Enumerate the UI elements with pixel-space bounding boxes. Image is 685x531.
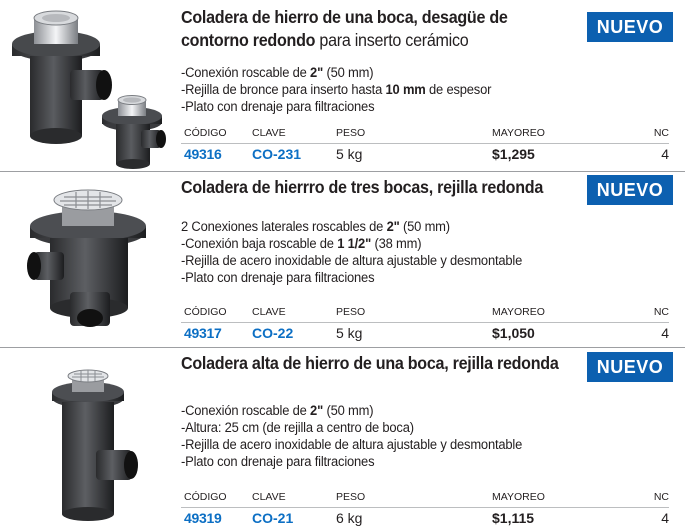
new-badge: NUEVO	[587, 175, 673, 205]
drain-single-outlet-image	[0, 4, 178, 170]
nc-value: 4	[661, 325, 669, 341]
feature-item: -Rejilla de acero inoxidable de altura ajustable y desmontable	[181, 253, 523, 268]
peso-value: 6 kg	[336, 510, 363, 526]
mayoreo-value: $1,295	[492, 146, 535, 162]
clave-value: CO-22	[252, 325, 294, 341]
spec-header	[181, 491, 669, 506]
title-line: contorno redondo para inserto cerámico	[181, 30, 469, 50]
clave-value: CO-231	[252, 146, 302, 162]
feature-item: 2 Conexiones laterales roscables de 2" (50 mm)	[181, 219, 450, 234]
new-badge: NUEVO	[587, 352, 673, 382]
spec-row	[181, 510, 669, 528]
product-49316	[0, 0, 685, 172]
drain-tall-single-outlet-image	[0, 364, 178, 524]
feature-list	[181, 402, 522, 470]
peso-value: 5 kg	[336, 325, 363, 341]
feature-item: -Conexión baja roscable de 1 1/2" (38 mm)	[181, 236, 422, 251]
spec-row	[181, 325, 669, 343]
product-title	[181, 352, 559, 375]
title-line: Coladera de hierro de una boca, desagüe de	[181, 7, 508, 27]
title-line: Coladera alta de hierro de una boca, rejilla redonda	[181, 353, 559, 373]
header-codigo: CÓDIGO	[184, 306, 227, 318]
feature-list	[181, 218, 522, 286]
header-clave: CLAVE	[252, 491, 286, 503]
mayoreo-value: $1,115	[492, 510, 535, 526]
feature-list	[181, 64, 491, 115]
header-mayoreo: MAYOREO	[492, 306, 545, 318]
nc-value: 4	[661, 146, 669, 162]
product-49317	[0, 172, 685, 348]
header-codigo: CÓDIGO	[184, 491, 227, 503]
spec-table	[181, 127, 669, 167]
spec-header	[181, 127, 669, 142]
header-nc: NC	[653, 306, 669, 318]
clave-value: CO-21	[252, 510, 294, 526]
feature-item: -Rejilla de acero inoxidable de altura ajustable y desmontable	[181, 437, 523, 452]
drain-three-outlet-image	[0, 182, 178, 342]
header-peso: PESO	[336, 491, 366, 503]
header-peso: PESO	[336, 127, 366, 139]
feature-item: -Plato con drenaje para filtraciones	[181, 454, 375, 469]
spec-table	[181, 306, 669, 346]
header-mayoreo: MAYOREO	[492, 491, 545, 503]
nc-value: 4	[661, 510, 669, 526]
product-title	[181, 176, 549, 199]
spec-table	[181, 491, 669, 531]
codigo-value: 49316	[184, 146, 222, 162]
feature-item: -Altura: 25 cm (de rejilla a centro de boca)	[181, 420, 414, 435]
feature-item: -Conexión roscable de 2" (50 mm)	[181, 65, 374, 80]
spec-rule	[181, 143, 669, 144]
header-mayoreo: MAYOREO	[492, 127, 545, 139]
mayoreo-value: $1,050	[492, 325, 535, 341]
product-title	[181, 6, 549, 52]
peso-value: 5 kg	[336, 146, 363, 162]
header-codigo: CÓDIGO	[184, 127, 227, 139]
spec-rule	[181, 322, 669, 323]
codigo-value: 49319	[184, 510, 222, 526]
header-clave: CLAVE	[252, 127, 286, 139]
spec-header	[181, 306, 669, 321]
codigo-value: 49317	[184, 325, 222, 341]
header-nc: NC	[653, 127, 669, 139]
spec-rule	[181, 507, 669, 508]
feature-item: -Plato con drenaje para filtraciones	[181, 99, 375, 114]
header-clave: CLAVE	[252, 306, 286, 318]
new-badge: NUEVO	[587, 12, 673, 42]
product-49319	[0, 348, 685, 531]
title-line: Coladera de hierrro de tres bocas, rejilla redonda	[181, 177, 544, 197]
feature-item: -Plato con drenaje para filtraciones	[181, 270, 375, 285]
feature-item: -Rejilla de bronce para inserto hasta 10 mm de espesor	[181, 82, 492, 97]
header-nc: NC	[653, 491, 669, 503]
feature-item: -Conexión roscable de 2" (50 mm)	[181, 403, 374, 418]
spec-row	[181, 146, 669, 164]
header-peso: PESO	[336, 306, 366, 318]
